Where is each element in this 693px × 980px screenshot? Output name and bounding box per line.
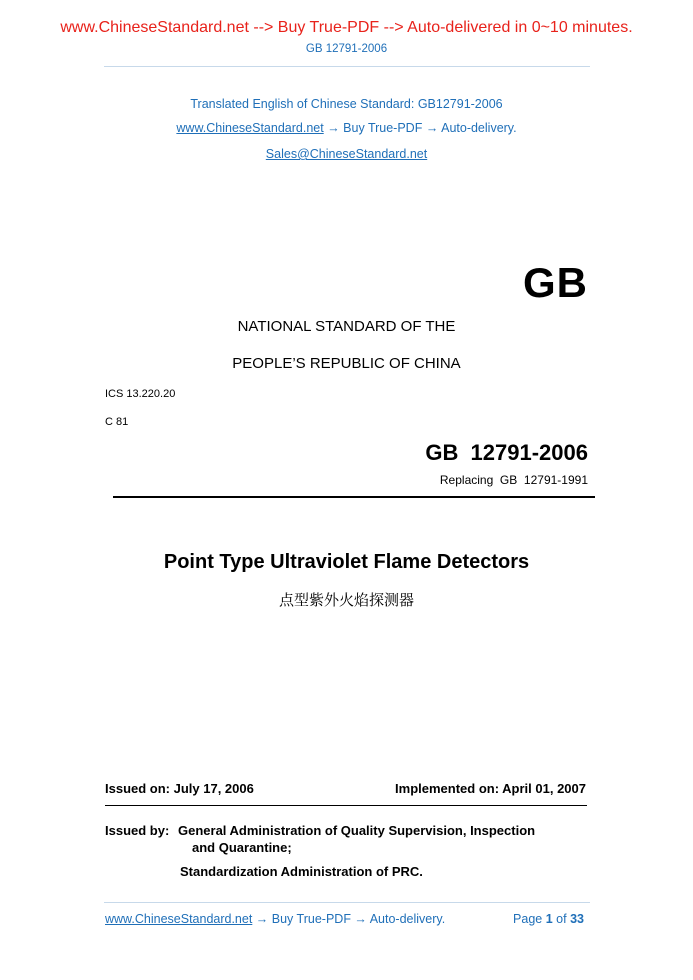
national-title-line2: PEOPLE’S REPUBLIC OF CHINA <box>232 355 461 372</box>
title-rule <box>113 496 595 498</box>
header-rule <box>104 66 590 67</box>
site-link[interactable]: www.ChineseStandard.net <box>176 121 324 135</box>
footer-rule <box>104 902 590 903</box>
national-title-line1: NATIONAL STANDARD OF THE <box>237 318 456 335</box>
ics-code: ICS 13.220.20 <box>105 388 176 400</box>
header-standard-code: GB 12791-2006 <box>305 43 388 55</box>
standard-number: GB 12791-2006 <box>425 440 588 465</box>
ccs-code: C 81 <box>105 416 129 428</box>
issued-by-label: Issued by: <box>105 823 170 838</box>
dates-rule <box>105 805 587 806</box>
document-title-chinese: 点型紫外火焰探测器 <box>278 591 414 609</box>
translation-note: Translated English of Chinese Standard: GB12791-2006 <box>190 97 503 111</box>
purchase-line <box>0 121 693 135</box>
issuer-line1: General Administration of Quality Supervision, Inspection <box>178 823 536 838</box>
top-banner-text: www.ChineseStandard.net --> Buy True-PDF --> Auto-delivered in 0~10 minutes. <box>60 19 633 36</box>
footer-purchase-line <box>105 912 445 926</box>
replacing-note: Replacing GB 12791-1991 <box>439 473 588 487</box>
page-word: Page <box>513 912 543 926</box>
issuer-line2: and Quarantine; <box>192 840 292 855</box>
document-title: Point Type Ultraviolet Flame Detectors <box>163 551 530 573</box>
footer-purchase-note: → Buy True-PDF → Auto-delivery. <box>255 912 446 926</box>
page-total: 33 <box>570 912 584 926</box>
of-word: of <box>556 912 567 926</box>
page-number: 1 <box>545 912 553 926</box>
purchase-note: → Buy True-PDF → Auto-delivery. <box>327 121 517 135</box>
sales-email-link[interactable]: Sales@ChineseStandard.net <box>265 147 428 161</box>
footer-site-link[interactable]: www.ChineseStandard.net <box>105 912 253 926</box>
issuer-line3: Standardization Administration of PRC. <box>180 864 423 879</box>
gb-logo: GB <box>523 259 588 306</box>
page-indicator <box>430 912 584 926</box>
implemented-on: Implemented on: April 01, 2007 <box>395 781 586 796</box>
issued-on: Issued on: July 17, 2006 <box>105 781 254 796</box>
